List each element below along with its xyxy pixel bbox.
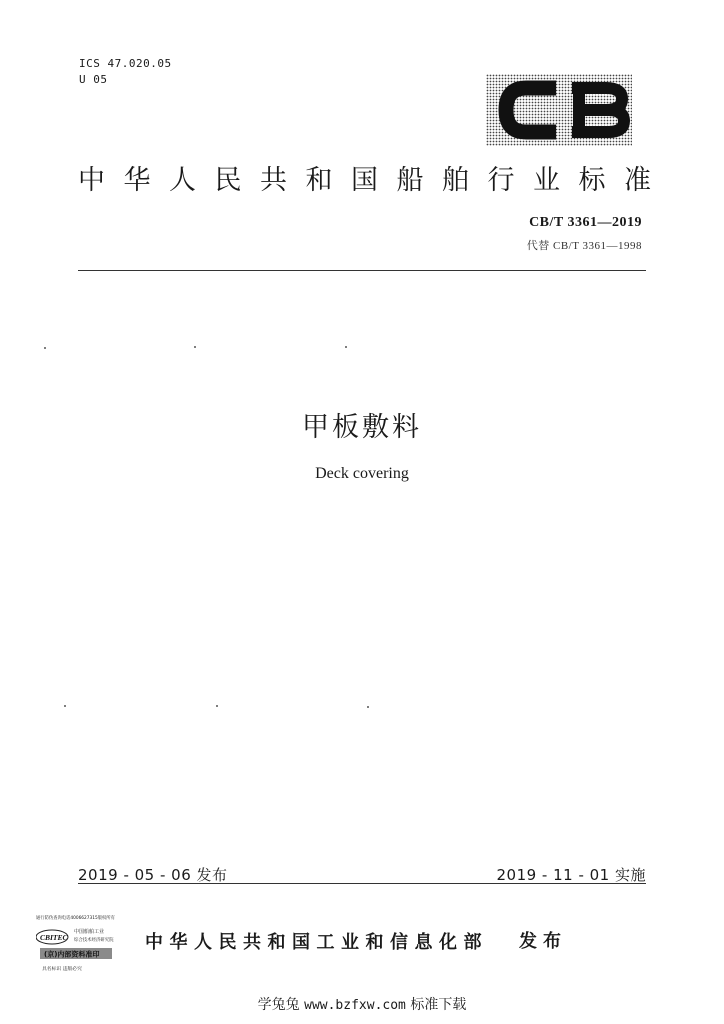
- stamp-line4: (京)内部资料准印: [44, 950, 100, 959]
- publish-label: 发布: [519, 931, 567, 952]
- stamp-line3: 综合技术经济研究院: [74, 938, 114, 943]
- issue-date: 2019 - 05 - 06 发布: [78, 866, 228, 884]
- scan-speck: [345, 346, 347, 348]
- stamp-brand: CBITEC: [40, 933, 68, 942]
- ics-code: ICS 47.020.05: [79, 57, 172, 70]
- anti-counterfeit-stamp: [36, 912, 128, 974]
- cb-logo: [486, 74, 632, 146]
- document-title-english: Deck covering: [315, 465, 409, 482]
- implementation-date: 2019 - 11 - 01 实施: [496, 866, 646, 884]
- scan-speck: [64, 705, 66, 707]
- scan-speck: [216, 705, 218, 707]
- stamp-line1: 通行防伪查询电话4006627315版权所有: [36, 916, 115, 921]
- ccs-code: U 05: [79, 73, 108, 86]
- stamp-line2: 中国船舶工业: [74, 929, 105, 935]
- scan-speck: [44, 347, 46, 349]
- footer-watermark: [0, 994, 724, 1014]
- issuing-authority: 中华人民共和国工业和信息化部: [145, 932, 488, 953]
- date-divider: [78, 883, 646, 884]
- header-divider: [78, 270, 646, 271]
- logo-letter-b: [572, 84, 624, 136]
- stamp-line5: 具名标识 违版必究: [42, 967, 82, 972]
- document-title-chinese: 甲板敷料: [302, 412, 422, 443]
- classification-codes: [79, 56, 172, 88]
- footer-site-tagline: 标准下载: [410, 997, 467, 1013]
- standard-number: CB/T 3361—2019: [529, 215, 642, 230]
- footer-site-url[interactable]: www.bzfxw.com: [304, 998, 406, 1013]
- scan-speck: [367, 706, 369, 708]
- scan-speck: [194, 346, 196, 348]
- footer-site-name: 学兔兔: [257, 997, 300, 1013]
- industry-standard-title: 中华人民共和国船舶行业标准: [78, 165, 670, 196]
- replaces-standard: 代替 CB/T 3361—1998: [526, 240, 642, 252]
